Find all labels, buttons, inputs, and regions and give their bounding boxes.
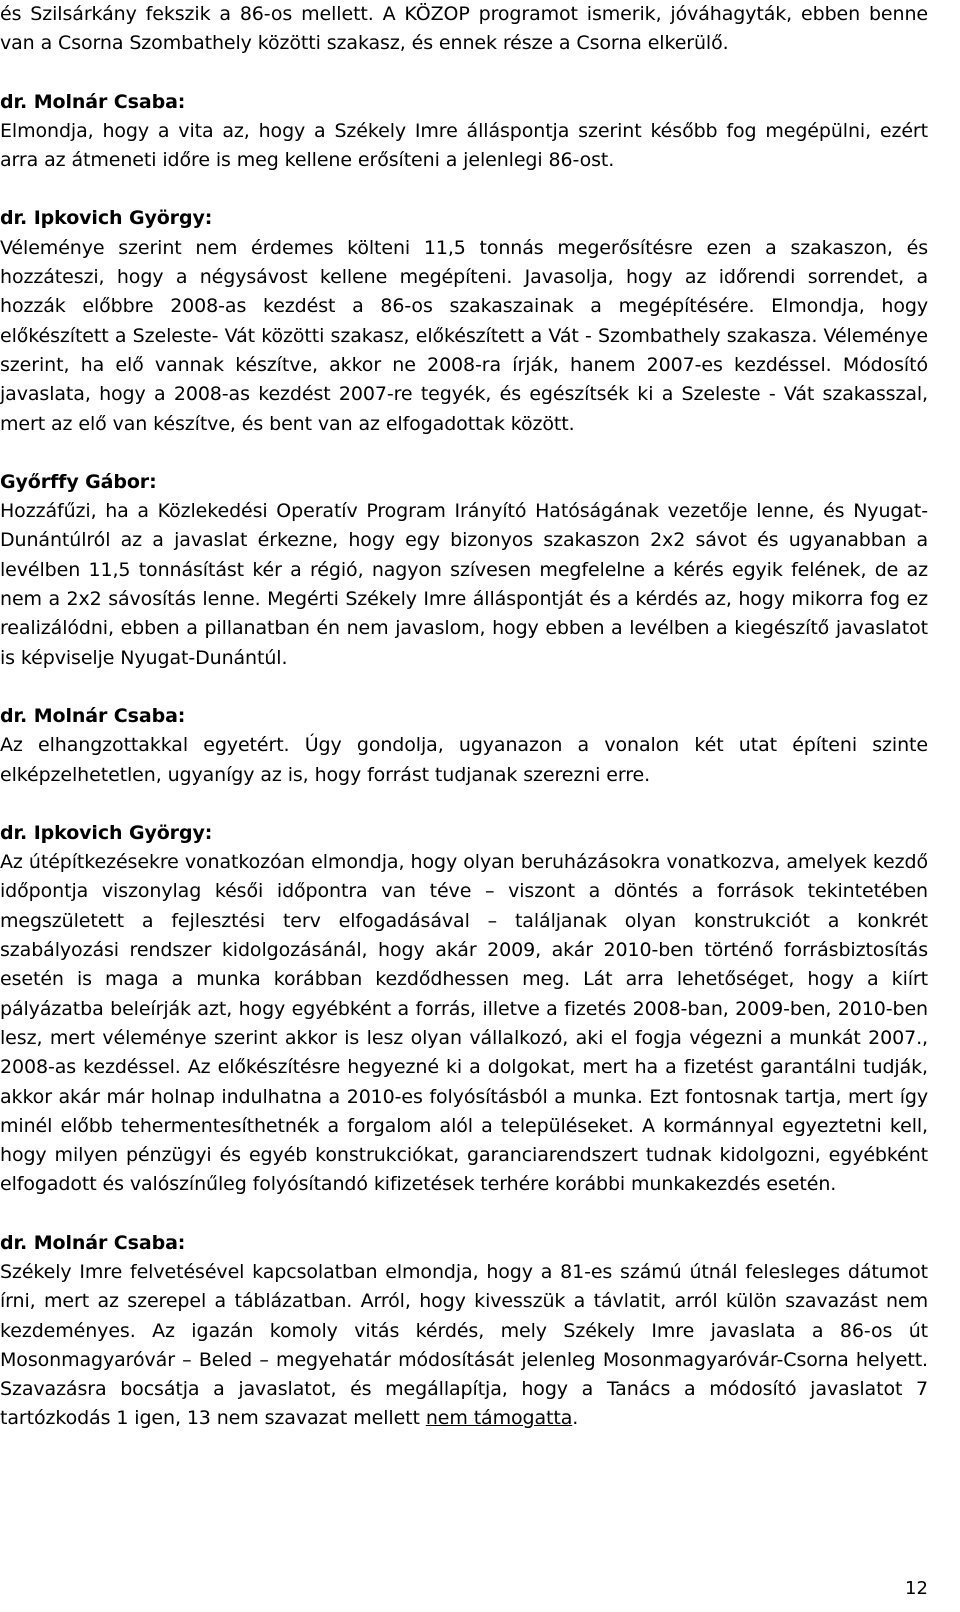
vote-result-underlined: nem támogatta — [425, 1407, 573, 1430]
speech-text: Hozzáfűzi, ha a Közlekedési Operatív Program Irányító Hatóságának vezetője lenne, és Nyugat-Dunántúlról az a javaslat érkezne, hogy egy bizonyos szakaszon 2x2 sávot és ugyanabban a levélben 11,5 tonnásítást kér a régió, nagyon szívesen megfelelne a kérés egyik felének, de az nem a 2x2 sávosítás lenne. Megérti Székely Imre álláspontját és a kérdés az, hogy mikorra fog ez realizálódni, ebben a pillanatban én nem javaslom, hogy ebben a levélben a kiegészítő javaslatot is képviselje Nyugat-Dunántúl. — [0, 500, 928, 669]
speech-text — [0, 1258, 928, 1434]
speaker-name: Győrffy Gábor: — [0, 470, 157, 493]
speaker-name: dr. Molnár Csaba: — [0, 704, 186, 727]
speech-text: Elmondja, hogy a vita az, hogy a Székely Imre álláspontja szerint később fog megépülni, ezért arra az átmeneti időre is meg kellene erősíteni a jelenlegi 86-ost. — [0, 119, 928, 172]
page-number: 12 — [905, 1578, 928, 1599]
section-3 — [0, 468, 928, 673]
speech-text-main: Székely Imre felvetésével kapcsolatban elmondja, hogy a 81-es számú útnál felesleges dátumot írni, mert az szerepel a táblázatban. Arról, hogy kivesszük a távlatit, arról külön szavazást nem kezdeményes. Az igazán komoly vitás kérdés, mely Székely Imre javaslata a 86-os út Mosonmagyaróvár – Beled – megyehatár módosítását jelenleg Mosonmagyaróvár-Csorna helyett. Szavazásra bocsátja a javaslatot, és megállapítja, hogy a Tanács a módosító javaslatot 7 tartózkodás 1 igen, 13 nem szavazat mellett — [0, 1260, 928, 1430]
section-2 — [0, 204, 928, 438]
speaker-name: dr. Molnár Csaba: — [0, 90, 186, 113]
speech-text: Véleménye szerint nem érdemes költeni 11,5 tonnás megerősítésre ezen a szakaszon, és hozzáteszi, hogy a négysávost kellene megépíteni. Javasolja, hogy az időrendi sorrendet, a hozzák előbbre 2008-as kezdést a 86-os szakaszainak a megépítésére. Elmondja, hogy előkészített a Szeleste- Vát közötti szakasz, előkészített a Vát - Szombathely szakasza. Véleménye szerint, ha elő vannak készítve, akkor ne 2008-ra írják, hanem 2007-es kezdéssel. Módosító javaslata, hogy a 2008-as kezdést 2007-re tegyék, és egészítsék ki a Szeleste - Vát szakasszal, mert az elő van készítve, és bent van az elfogadottak között. — [0, 236, 928, 435]
speech-text: Az útépítkezésekre vonatkozóan elmondja, hogy olyan beruházásokra vonatkozva, amelyek kezdő időpontja viszonylag késői időpontra van téve – viszont a döntés a források tekintetében megszületett a fejlesztési terv elfogadásával – találjanak olyan konstrukciót a konkrét szabályozási rendszer kidolgozásánál, hogy akár 2009, akár 2010-ben történő forrásbiztosítás esetén is maga a munka korábban kezdődhessen meg. Lát arra lehetőséget, hogy a kiírt pályázatba beleírják azt, hogy egyébként a forrás, illetve a fizetés 2008-ban, 2009-ben, 2010-ben lesz, mert véleménye szerint akkor is lesz olyan vállalkozó, aki el fogja végezni a munkát 2007., 2008-as kezdéssel. Az előkészítésre hegyezné ki a dolgokat, mert ha a fizetést garantálni tudják, akkor akár már holnap indulhatna a 2010-es folyósításból a munka. Ezt fontosnak tartja, mert így minél előbb tehermentesíthetnék a forgalom alól a településeket. A kormánnyal egyeztetni kell, hogy milyen pénzügyi és egyéb konstrukciókat, garanciarendszert tudnak kidolgozni, egyébként elfogadott és valószínűleg folyósítandó kifizetések terhére korábbi munkakezdés esetén. — [0, 851, 928, 1196]
section-5 — [0, 819, 928, 1200]
intro-text: és Szilsárkány fekszik a 86-os mellett. A KÖZOP programot ismerik, jóváhagyták, ebben benne van a Csorna Szombathely közötti szakasz, és ennek része a Csorna elkerülő. — [0, 3, 928, 55]
speaker-name: dr. Ipkovich György: — [0, 207, 213, 230]
section-4 — [0, 702, 928, 790]
section-6 — [0, 1229, 928, 1434]
intro-paragraph — [0, 0, 928, 59]
speech-text: Az elhangzottakkal egyetért. Úgy gondolja, ugyanazon a vonalon két utat építeni szinte elképzelhetetlen, ugyanígy az is, hogy forrást tudjanak szerezni erre. — [0, 734, 928, 786]
speaker-name: dr. Molnár Csaba: — [0, 1231, 186, 1254]
section-1 — [0, 88, 928, 176]
speaker-name: dr. Ipkovich György: — [0, 821, 213, 844]
speech-text-tail: . — [572, 1407, 579, 1430]
